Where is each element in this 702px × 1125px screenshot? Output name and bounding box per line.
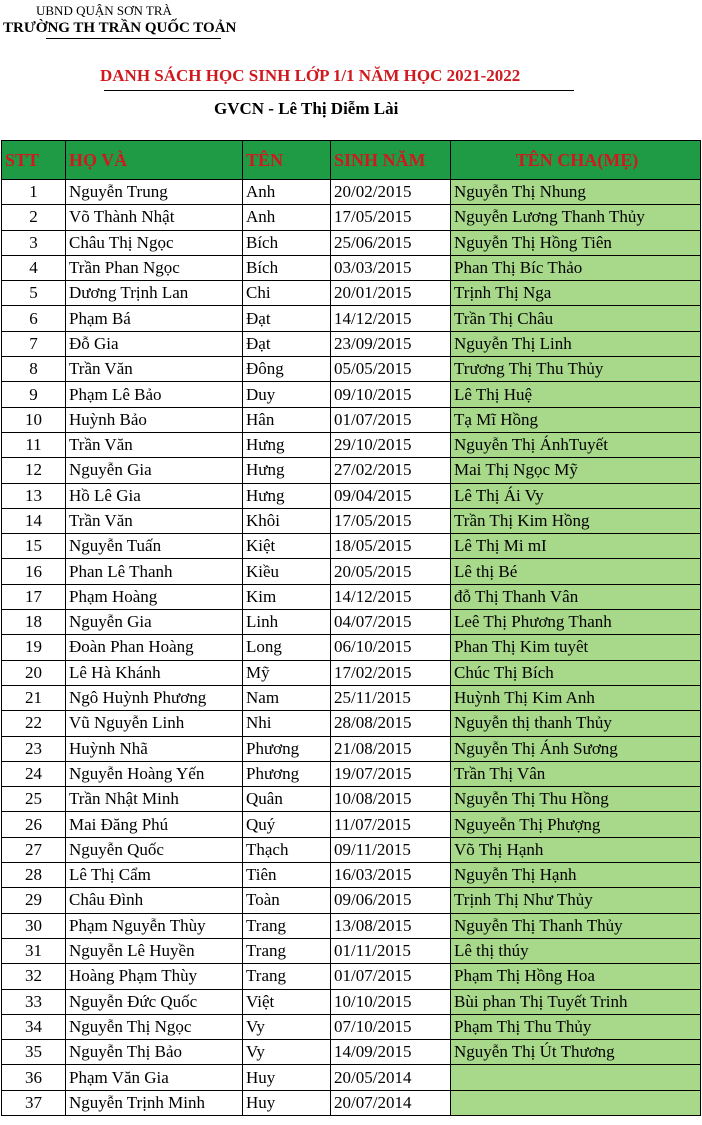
row-parent-name: Nguyễn Thị ÁnhTuyết <box>451 432 701 457</box>
table-row <box>2 913 701 938</box>
school-underline <box>46 38 221 39</box>
row-surname: Đoàn Phan Hoàng <box>66 635 243 660</box>
row-given-name: Anh <box>243 205 331 230</box>
table-row <box>2 357 701 382</box>
row-surname: Trần Phan Ngọc <box>66 255 243 280</box>
table-row <box>2 331 701 356</box>
row-stt: 21 <box>2 685 66 710</box>
row-parent-name: Nguyeễn Thị Phượng <box>451 812 701 837</box>
row-birth-date: 28/08/2015 <box>331 711 451 736</box>
row-surname: Hồ Lê Gia <box>66 483 243 508</box>
header-given-name: TÊN <box>243 141 331 180</box>
row-parent-name: Nguyễn Thị Thu Hồng <box>451 787 701 812</box>
row-given-name: Nhi <box>243 711 331 736</box>
row-stt: 32 <box>2 964 66 989</box>
table-row <box>2 407 701 432</box>
row-surname: Trần Văn <box>66 432 243 457</box>
authority-name: UBND QUẬN SƠN TRÀ <box>36 3 172 18</box>
row-stt: 5 <box>2 281 66 306</box>
table-row <box>2 1014 701 1039</box>
table-row <box>2 685 701 710</box>
row-parent-name: Nguyễn Thị Hồng Tiên <box>451 230 701 255</box>
table-row <box>2 863 701 888</box>
row-surname: Mai Đăng Phú <box>66 812 243 837</box>
row-birth-date: 20/05/2015 <box>331 559 451 584</box>
row-birth-date: 20/01/2015 <box>331 281 451 306</box>
row-birth-date: 01/07/2015 <box>331 964 451 989</box>
row-stt: 31 <box>2 938 66 963</box>
row-given-name: Quý <box>243 812 331 837</box>
table-row <box>2 761 701 786</box>
row-stt: 24 <box>2 761 66 786</box>
row-birth-date: 17/05/2015 <box>331 508 451 533</box>
table-row <box>2 711 701 736</box>
row-parent-name: Nguyễn Lương Thanh Thủy <box>451 205 701 230</box>
table-row <box>2 610 701 635</box>
row-stt: 30 <box>2 913 66 938</box>
row-stt: 10 <box>2 407 66 432</box>
row-given-name: Nam <box>243 685 331 710</box>
table-row <box>2 483 701 508</box>
row-parent-name: Lê thị thúy <box>451 938 701 963</box>
table-row <box>2 205 701 230</box>
table-row <box>2 1090 701 1115</box>
row-stt: 27 <box>2 837 66 862</box>
row-parent-name: Nguyễn thị thanh Thủy <box>451 711 701 736</box>
row-surname: Vũ Nguyễn Linh <box>66 711 243 736</box>
row-stt: 6 <box>2 306 66 331</box>
row-birth-date: 04/07/2015 <box>331 610 451 635</box>
table-row <box>2 635 701 660</box>
row-surname: Nguyễn Quốc <box>66 837 243 862</box>
row-surname: Phạm Bá <box>66 306 243 331</box>
row-birth-date: 09/10/2015 <box>331 382 451 407</box>
row-given-name: Trang <box>243 913 331 938</box>
row-parent-name: Trần Thị Châu <box>451 306 701 331</box>
table-row <box>2 255 701 280</box>
row-surname: Trần Văn <box>66 508 243 533</box>
row-given-name: Mỹ <box>243 660 331 685</box>
table-header-row <box>2 141 701 180</box>
table-row <box>2 306 701 331</box>
row-given-name: Đạt <box>243 306 331 331</box>
row-given-name: Vy <box>243 1040 331 1065</box>
row-surname: Dương Trịnh Lan <box>66 281 243 306</box>
row-birth-date: 10/08/2015 <box>331 787 451 812</box>
row-parent-name: Nguyễn Thị Nhung <box>451 180 701 205</box>
row-surname: Hoàng Phạm Thùy <box>66 964 243 989</box>
row-stt: 34 <box>2 1014 66 1039</box>
row-surname: Châu Thị Ngọc <box>66 230 243 255</box>
row-given-name: Kiều <box>243 559 331 584</box>
row-parent-name: Nguyễn Thị Thanh Thủy <box>451 913 701 938</box>
table-row <box>2 837 701 862</box>
row-given-name: Hưng <box>243 483 331 508</box>
row-surname: Phạm Lê Bảo <box>66 382 243 407</box>
row-given-name: Kim <box>243 584 331 609</box>
row-parent-name: Huỳnh Thị Kim Anh <box>451 685 701 710</box>
row-parent-name: Trương Thị Thu Thủy <box>451 357 701 382</box>
row-given-name: Quân <box>243 787 331 812</box>
row-stt: 2 <box>2 205 66 230</box>
row-parent-name: Phạm Thị Thu Thủy <box>451 1014 701 1039</box>
row-parent-name: Nguyễn Thị Hạnh <box>451 863 701 888</box>
row-stt: 13 <box>2 483 66 508</box>
row-given-name: Đông <box>243 357 331 382</box>
table-row <box>2 964 701 989</box>
row-given-name: Tiên <box>243 863 331 888</box>
row-stt: 1 <box>2 180 66 205</box>
row-given-name: Hưng <box>243 458 331 483</box>
row-stt: 8 <box>2 357 66 382</box>
row-birth-date: 27/02/2015 <box>331 458 451 483</box>
row-surname: Huỳnh Nhã <box>66 736 243 761</box>
row-birth-date: 03/03/2015 <box>331 255 451 280</box>
row-surname: Châu Đình <box>66 888 243 913</box>
row-birth-date: 13/08/2015 <box>331 913 451 938</box>
row-given-name: Vy <box>243 1014 331 1039</box>
row-stt: 14 <box>2 508 66 533</box>
row-surname: Phạm Hoàng <box>66 584 243 609</box>
row-stt: 16 <box>2 559 66 584</box>
row-birth-date: 19/07/2015 <box>331 761 451 786</box>
row-stt: 4 <box>2 255 66 280</box>
row-stt: 11 <box>2 432 66 457</box>
row-given-name: Phương <box>243 761 331 786</box>
row-birth-date: 20/05/2014 <box>331 1065 451 1090</box>
table-row <box>2 989 701 1014</box>
row-stt: 33 <box>2 989 66 1014</box>
row-surname: Trần Văn <box>66 357 243 382</box>
school-name: TRƯỜNG TH TRẦN QUỐC TOẢN <box>3 20 237 36</box>
row-stt: 12 <box>2 458 66 483</box>
row-parent-name: Leê Thị Phương Thanh <box>451 610 701 635</box>
row-birth-date: 06/10/2015 <box>331 635 451 660</box>
row-birth-date: 01/07/2015 <box>331 407 451 432</box>
table-row <box>2 281 701 306</box>
row-parent-name: Nguyễn Thị Út Thương <box>451 1040 701 1065</box>
row-stt: 37 <box>2 1090 66 1115</box>
row-stt: 23 <box>2 736 66 761</box>
homeroom-teacher: GVCN - Lê Thị Diễm Lài <box>214 99 399 118</box>
row-parent-name <box>451 1090 701 1115</box>
row-parent-name: Bùi phan Thị Tuyết Trinh <box>451 989 701 1014</box>
table-row <box>2 584 701 609</box>
document-title: DANH SÁCH HỌC SINH LỚP 1/1 NĂM HỌC 2021-2022 <box>100 66 521 85</box>
row-surname: Nguyễn Trung <box>66 180 243 205</box>
table-row <box>2 382 701 407</box>
row-surname: Nguyễn Đức Quốc <box>66 989 243 1014</box>
header-birth-date: SINH NĂM <box>331 141 451 180</box>
row-surname: Nguyễn Tuấn <box>66 534 243 559</box>
table-row <box>2 230 701 255</box>
row-parent-name: Mai Thị Ngọc Mỹ <box>451 458 701 483</box>
row-given-name: Long <box>243 635 331 660</box>
row-given-name: Đạt <box>243 331 331 356</box>
row-parent-name: Tạ Mĩ Hồng <box>451 407 701 432</box>
row-surname: Nguyễn Lê Huyền <box>66 938 243 963</box>
row-parent-name: Phan Thị Bíc Thảo <box>451 255 701 280</box>
row-given-name: Toàn <box>243 888 331 913</box>
row-surname: Huỳnh Bảo <box>66 407 243 432</box>
row-parent-name <box>451 1065 701 1090</box>
row-given-name: Huy <box>243 1065 331 1090</box>
table-row <box>2 660 701 685</box>
row-birth-date: 14/09/2015 <box>331 1040 451 1065</box>
row-surname: Nguyễn Trịnh Minh <box>66 1090 243 1115</box>
table-row <box>2 180 701 205</box>
student-table <box>1 140 701 1116</box>
table-row <box>2 1065 701 1090</box>
row-birth-date: 01/11/2015 <box>331 938 451 963</box>
row-birth-date: 20/07/2014 <box>331 1090 451 1115</box>
row-birth-date: 20/02/2015 <box>331 180 451 205</box>
table-row <box>2 1040 701 1065</box>
table-row <box>2 508 701 533</box>
row-given-name: Bích <box>243 230 331 255</box>
row-surname: Lê Thị Cẩm <box>66 863 243 888</box>
row-birth-date: 25/11/2015 <box>331 685 451 710</box>
table-row <box>2 534 701 559</box>
row-parent-name: Phan Thị Kim tuyêt <box>451 635 701 660</box>
row-birth-date: 23/09/2015 <box>331 331 451 356</box>
row-birth-date: 17/02/2015 <box>331 660 451 685</box>
row-given-name: Hưng <box>243 432 331 457</box>
header-parent-name: TÊN CHA(MẸ) <box>451 141 701 180</box>
row-surname: Nguyễn Gia <box>66 610 243 635</box>
row-parent-name: Võ Thị Hạnh <box>451 837 701 862</box>
row-birth-date: 18/05/2015 <box>331 534 451 559</box>
table-row <box>2 787 701 812</box>
row-surname: Phạm Nguyễn Thùy <box>66 913 243 938</box>
row-stt: 9 <box>2 382 66 407</box>
row-birth-date: 29/10/2015 <box>331 432 451 457</box>
row-given-name: Huy <box>243 1090 331 1115</box>
row-given-name: Trang <box>243 964 331 989</box>
row-given-name: Chi <box>243 281 331 306</box>
row-given-name: Anh <box>243 180 331 205</box>
row-parent-name: Lê thị Bé <box>451 559 701 584</box>
row-stt: 17 <box>2 584 66 609</box>
row-parent-name: Nguyễn Thị Linh <box>451 331 701 356</box>
row-birth-date: 05/05/2015 <box>331 357 451 382</box>
row-parent-name: Trần Thị Kim Hồng <box>451 508 701 533</box>
row-stt: 15 <box>2 534 66 559</box>
row-parent-name: Trịnh Thị Nga <box>451 281 701 306</box>
row-stt: 22 <box>2 711 66 736</box>
row-stt: 36 <box>2 1065 66 1090</box>
row-surname: Phạm Văn Gia <box>66 1065 243 1090</box>
table-row <box>2 938 701 963</box>
table-row <box>2 432 701 457</box>
row-given-name: Kiệt <box>243 534 331 559</box>
table-row <box>2 888 701 913</box>
title-underline <box>104 90 574 91</box>
table-row <box>2 559 701 584</box>
row-given-name: Hân <box>243 407 331 432</box>
row-parent-name: Lê Thị Mi mI <box>451 534 701 559</box>
row-parent-name: Lê Thị Ái Vy <box>451 483 701 508</box>
row-birth-date: 16/03/2015 <box>331 863 451 888</box>
row-stt: 29 <box>2 888 66 913</box>
row-surname: Nguyễn Hoàng Yến <box>66 761 243 786</box>
row-stt: 19 <box>2 635 66 660</box>
header-surname: HỌ VÀ <box>66 141 243 180</box>
row-given-name: Thạch <box>243 837 331 862</box>
row-birth-date: 21/08/2015 <box>331 736 451 761</box>
table-row <box>2 458 701 483</box>
row-stt: 20 <box>2 660 66 685</box>
row-birth-date: 07/10/2015 <box>331 1014 451 1039</box>
table-row <box>2 736 701 761</box>
row-birth-date: 14/12/2015 <box>331 306 451 331</box>
row-stt: 26 <box>2 812 66 837</box>
row-birth-date: 17/05/2015 <box>331 205 451 230</box>
row-parent-name: Trịnh Thị Như Thủy <box>451 888 701 913</box>
row-stt: 25 <box>2 787 66 812</box>
row-stt: 7 <box>2 331 66 356</box>
row-birth-date: 09/06/2015 <box>331 888 451 913</box>
row-birth-date: 14/12/2015 <box>331 584 451 609</box>
row-stt: 28 <box>2 863 66 888</box>
row-parent-name: Trần Thị Vân <box>451 761 701 786</box>
row-given-name: Trang <box>243 938 331 963</box>
row-parent-name: Phạm Thị Hồng Hoa <box>451 964 701 989</box>
row-birth-date: 25/06/2015 <box>331 230 451 255</box>
row-given-name: Phương <box>243 736 331 761</box>
row-surname: Phan Lê Thanh <box>66 559 243 584</box>
row-birth-date: 09/11/2015 <box>331 837 451 862</box>
row-parent-name: Lê Thị Huệ <box>451 382 701 407</box>
row-surname: Trần Nhật Minh <box>66 787 243 812</box>
row-given-name: Duy <box>243 382 331 407</box>
header-stt: STT <box>2 141 66 180</box>
row-surname: Ngô Huỳnh Phương <box>66 685 243 710</box>
row-birth-date: 11/07/2015 <box>331 812 451 837</box>
row-surname: Nguyễn Thị Bảo <box>66 1040 243 1065</box>
row-birth-date: 10/10/2015 <box>331 989 451 1014</box>
row-parent-name: đỗ Thị Thanh Vân <box>451 584 701 609</box>
row-surname: Lê Hà Khánh <box>66 660 243 685</box>
row-surname: Đỗ Gia <box>66 331 243 356</box>
row-surname: Võ Thành Nhật <box>66 205 243 230</box>
table-row <box>2 812 701 837</box>
row-surname: Nguyễn Thị Ngọc <box>66 1014 243 1039</box>
row-given-name: Bích <box>243 255 331 280</box>
row-given-name: Linh <box>243 610 331 635</box>
row-given-name: Khôi <box>243 508 331 533</box>
row-parent-name: Chúc Thị Bích <box>451 660 701 685</box>
row-surname: Nguyễn Gia <box>66 458 243 483</box>
row-stt: 35 <box>2 1040 66 1065</box>
row-stt: 18 <box>2 610 66 635</box>
row-birth-date: 09/04/2015 <box>331 483 451 508</box>
row-given-name: Việt <box>243 989 331 1014</box>
row-parent-name: Nguyễn Thị Ánh Sương <box>451 736 701 761</box>
row-stt: 3 <box>2 230 66 255</box>
